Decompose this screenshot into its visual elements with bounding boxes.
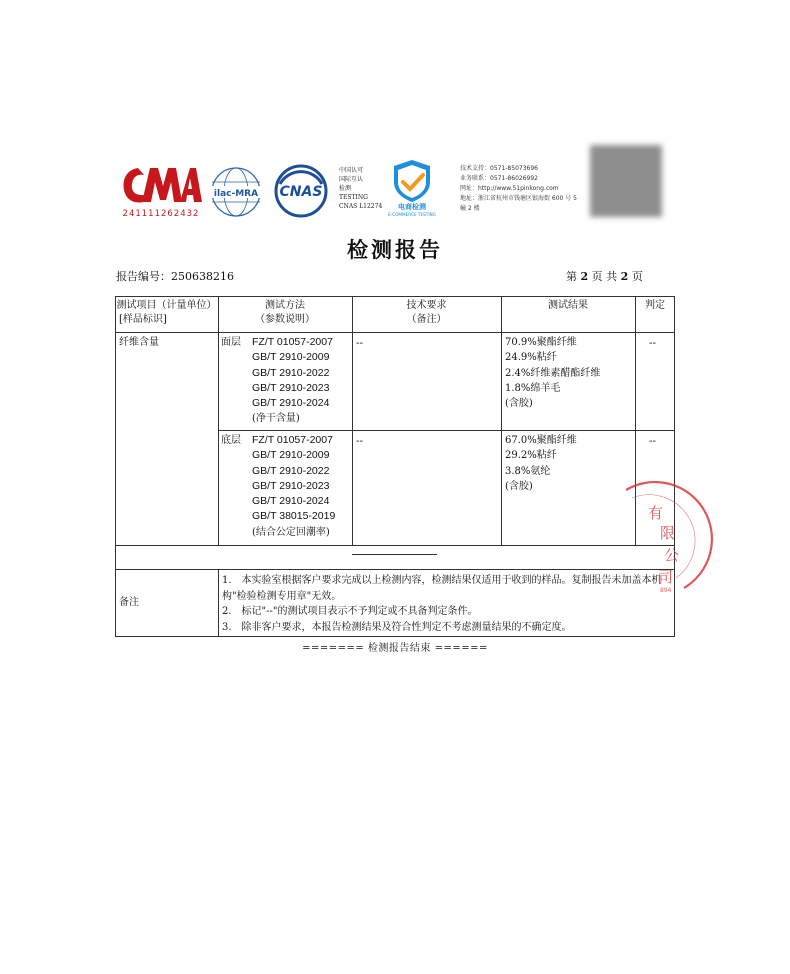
header-requirement: 技术要求 （备注） [406, 300, 447, 325]
svg-text:电商检测: 电商检测 [398, 203, 426, 211]
header-verdict: 判定 [645, 300, 665, 311]
contact-website: 网址：http://www.51pinkong.com [460, 185, 559, 192]
contact-info [460, 164, 592, 214]
notes-label: 备注 [119, 597, 139, 608]
svg-text:E-COMMERCE TESTING: E-COMMERCE TESTING [388, 212, 436, 217]
header-test-item: 测试项目（计量单位） [样品标识] [116, 300, 217, 325]
layer-base-verdict: -- [649, 435, 656, 447]
header-test-result: 测试结果 [548, 300, 588, 311]
layer-base-results: 67.0%聚酯纤维 29.2%粘纤 3.8%氨纶 (含胶) [505, 435, 577, 492]
ilac-mra-logo [209, 166, 263, 218]
svg-text:ilac-MRA: ilac-MRA [213, 189, 259, 199]
svg-text:894: 894 [660, 587, 672, 594]
document-title: 检测报告 [347, 238, 443, 262]
layer-base-methods: FZ/T 01057-2007 GB/T 2910-2009 GB/T 2910-2022 GB/T 2910-2023 GB/T 2910-2024 GB/T 38015-2019 (结合公定回潮率) [252, 434, 336, 538]
results-table [115, 296, 675, 637]
svg-text:CNAS: CNAS [279, 184, 323, 200]
ecommerce-testing-logo [382, 158, 442, 218]
layer-face-methods: FZ/T 01057-2007 GB/T 2910-2009 GB/T 2910-2022 GB/T 2910-2023 GB/T 2910-2024 (净干含量) [252, 336, 333, 425]
qr-code [590, 145, 662, 217]
report-end-line: ======= 检测报告结束 ====== [302, 643, 488, 654]
note-3: 3. 除非客户要求，本报告检测结果及符合性判定不考虑测量结果的不确定度。 [222, 621, 572, 633]
cma-number: 241111262432 [122, 209, 200, 219]
note-1: 1. 本实验室根据客户要求完成以上检测内容，检测结果仅适用于收到的样品。复制报告未加盖本机构"检验检测专用章"无效。 [222, 575, 662, 602]
notes-list [222, 573, 670, 635]
header-test-method: 测试方法 （参数说明） [255, 300, 315, 325]
layer-name-base: 底层 [221, 435, 241, 446]
company-seal-stamp [606, 478, 716, 596]
cma-logo [120, 162, 202, 222]
svg-text:有 限 公 司: 有 限 公 司 [648, 504, 680, 586]
note-2: 2. 标记"--"的测试项目表示不予判定或不具备判定条件。 [222, 606, 478, 617]
contact-support: 技术支持：0571-85073696 [460, 165, 538, 172]
cnas-info: 中国认可 国际互认 检测 TESTING CNAS L12274 [339, 167, 383, 210]
test-item-fiber-content: 纤维含量 [119, 337, 159, 348]
layer-face-results: 70.9%聚酯纤维 24.9%粘纤 2.4%纤维素醋酯纤维 1.8%绵羊毛 (含胶) [505, 337, 601, 410]
layer-name-face: 面层 [221, 337, 241, 348]
contact-address: 地址：浙江省杭州市钱塘区银海街 600 号 5 [460, 195, 577, 202]
contact-business: 业务联系：0571-86026992 [460, 175, 538, 182]
cnas-logo [270, 164, 332, 218]
page-indicator: 第 2 页 共 2 页 [566, 270, 643, 283]
report-number: 报告编号：250638216 [116, 270, 234, 283]
layer-face-verdict: -- [649, 337, 656, 349]
contact-address-2: 幢 2 楼 [460, 205, 480, 212]
layer-face-requirement: -- [356, 337, 363, 349]
layer-base-requirement: -- [356, 435, 363, 447]
